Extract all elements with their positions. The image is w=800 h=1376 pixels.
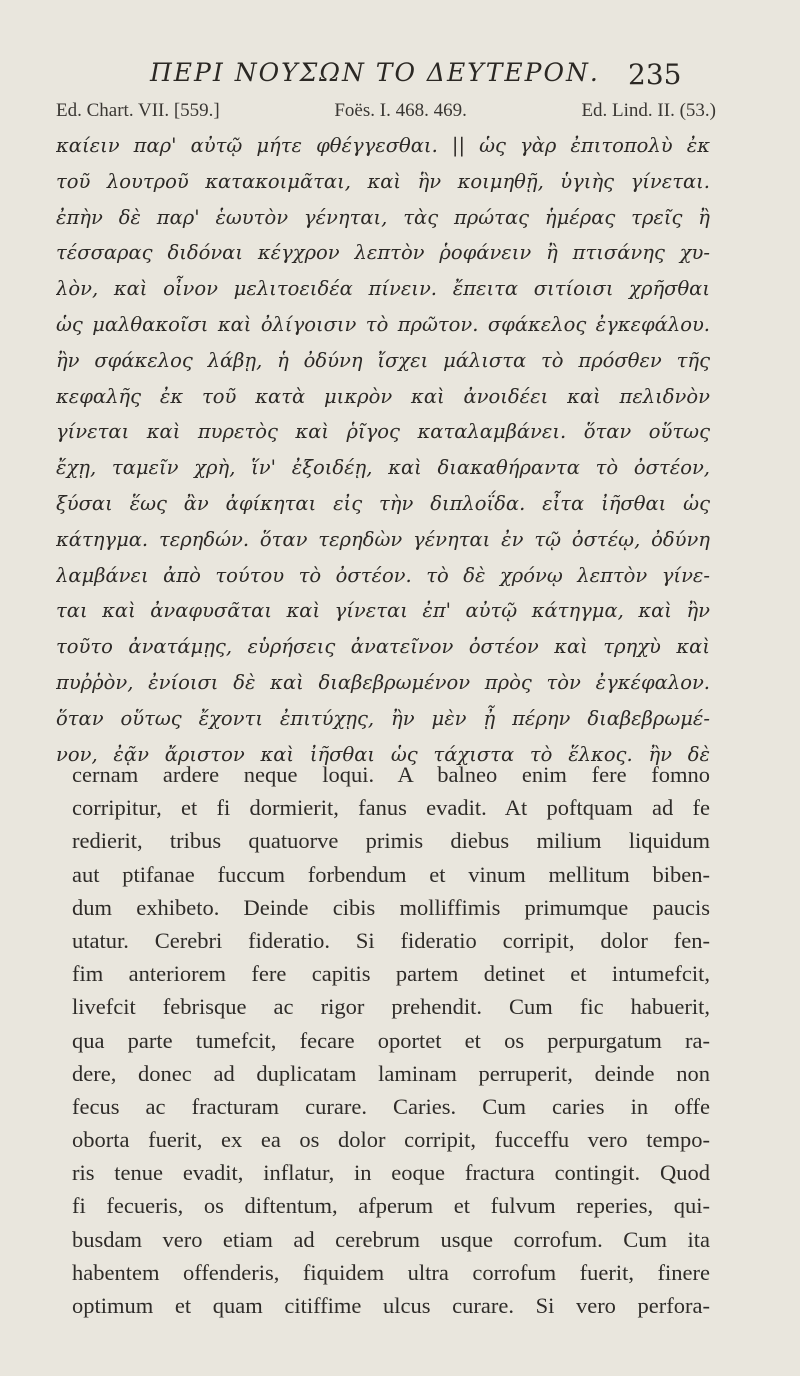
latin-line: fi fecueris, os diftentum, afperum et fulvum reperies, qui- bbox=[72, 1193, 710, 1219]
greek-text-block bbox=[56, 128, 710, 772]
edition-ref-foes: Foës. I. 468. 469. bbox=[334, 100, 467, 121]
latin-line: busdam vero etiam ad cerebrum usque corrofum. Cum ita bbox=[72, 1226, 710, 1252]
greek-line: κάτηγμα. τερηδών. ὅταν τερηδὼν γένηται ἐν τῷ ὀστέῳ, ὀδύνη bbox=[56, 527, 710, 551]
greek-line: τοῦ λουτροῦ κατακοιμᾶται, καὶ ἣν κοιμηθῇ, ὑγιὴς γίνεται. bbox=[56, 169, 710, 193]
greek-line: ἢν σφάκελος λάβῃ, ἡ ὀδύνη ἴσχει μάλιστα τὸ πρόσθεν τῆς bbox=[56, 348, 710, 372]
edition-references bbox=[56, 100, 716, 122]
page-header bbox=[0, 58, 800, 94]
edition-ref-lind: Ed. Lind. II. (53.) bbox=[581, 100, 716, 121]
greek-line: γίνεται καὶ πυρετὸς καὶ ῥῖγος καταλαμβάνει. ὅταν οὕτως bbox=[56, 420, 710, 444]
latin-line: qua parte tumefcit, fecare oportet et os perpurgatum ra- bbox=[72, 1027, 710, 1053]
latin-line: dere, donec ad duplicatam laminam perruperit, deinde non bbox=[72, 1060, 710, 1086]
running-title: ΠΕΡΙ ΝΟΥΣΩΝ ΤΟ ΔΕΥΤΕΡΟΝ. bbox=[150, 58, 600, 87]
greek-line: τοῦτο ἀνατάμῃς, εὑρήσεις ἀνατεῖνον ὀστέον καὶ τρηχὺ καὶ bbox=[56, 635, 710, 659]
latin-line: redierit, tribus quatuorve primis diebus milium liquidum bbox=[72, 828, 710, 854]
page-number: 235 bbox=[628, 58, 682, 91]
greek-line: λαμβάνει ἀπὸ τούτου τὸ ὀστέον. τὸ δὲ χρόνῳ λεπτὸν γίνε- bbox=[56, 563, 710, 587]
latin-line: oborta fuerit, ex ea os dolor corripit, fucceffu vero tempo- bbox=[72, 1127, 710, 1153]
greek-line: ται καὶ ἀναφυσᾶται καὶ γίνεται ἐπ' αὐτῷ κάτηγμα, καὶ ἢν bbox=[56, 599, 710, 623]
latin-line: cernam ardere neque loqui. A balneo enim fere fomno bbox=[72, 762, 710, 787]
latin-text-block bbox=[72, 758, 710, 1322]
greek-line: ὅταν οὕτως ἔχοντι ἐπιτύχῃς, ἢν μὲν ᾖ πέρην διαβεβρωμέ- bbox=[56, 706, 710, 730]
edition-ref-chart: Ed. Chart. VII. [559.] bbox=[56, 100, 220, 121]
latin-line: optimum et quam citiffime ulcus curare. Si vero perfora- bbox=[72, 1293, 710, 1318]
latin-line: dum exhibeto. Deinde cibis molliffimis primumque paucis bbox=[72, 894, 710, 920]
latin-line: utatur. Cerebri fideratio. Si fideratio corripit, dolor fen- bbox=[72, 927, 710, 953]
latin-line: fim anteriorem fere capitis partem detinet et intumefcit, bbox=[72, 961, 710, 987]
greek-line: κεφαλῆς ἐκ τοῦ κατὰ μικρὸν καὶ ἀνοιδέει καὶ πελιδνὸν bbox=[56, 384, 710, 408]
latin-line: livefcit febrisque ac rigor prehendit. Cum fic habuerit, bbox=[72, 994, 710, 1020]
greek-line: καίειν παρ' αὐτῷ μήτε φθέγγεσθαι. || ὡς γὰρ ἐπιτοπολὺ ἐκ bbox=[56, 134, 710, 157]
greek-line: λὸν, καὶ οἶνον μελιτοειδέα πίνειν. ἔπειτα σιτίοισι χρῆσθαι bbox=[56, 277, 710, 301]
greek-line: πυῤῥὸν, ἐνίοισι δὲ καὶ διαβεβρωμένον πρὸς τὸν ἐγκέφαλον. bbox=[56, 670, 710, 694]
latin-line: fecus ac fracturam curare. Caries. Cum caries in offe bbox=[72, 1093, 710, 1119]
latin-line: ris tenue evadit, inflatur, in eoque fractura contingit. Quod bbox=[72, 1160, 710, 1186]
latin-line: habentem offenderis, fiquidem ultra corrofum fuerit, finere bbox=[72, 1259, 710, 1285]
greek-line: ὡς μαλθακοῖσι καὶ ὀλίγοισιν τὸ πρῶτον. σφάκελος ἐγκεφάλου. bbox=[56, 312, 710, 336]
greek-line: ἔχῃ, ταμεῖν χρὴ, ἵν' ἐξοιδέῃ, καὶ διακαθήραντα τὸ ὀστέον, bbox=[56, 456, 710, 480]
greek-line: ξύσαι ἕως ἂν ἀφίκηται εἰς τὴν διπλοΐδα. εἶτα ἰῆσθαι ὡς bbox=[56, 491, 710, 515]
latin-line: corripitur, et fi dormierit, fanus evadit. At poftquam ad fe bbox=[72, 795, 710, 821]
latin-line: aut ptifanae fuccum forbendum et vinum mellitum biben- bbox=[72, 861, 710, 887]
greek-line: ἐπὴν δὲ παρ' ἑωυτὸν γένηται, τὰς πρώτας ἡμέρας τρεῖς ἢ bbox=[56, 205, 710, 229]
greek-line: νον, ἐᾷν ἄριστον καὶ ἰῆσθαι ὡς τάχιστα τὸ ἕλκος. ἢν δὲ bbox=[56, 742, 710, 766]
greek-line: τέσσαρας διδόναι κέγχρον λεπτὸν ῥοφάνειν ἢ πτισάνης χυ- bbox=[56, 241, 710, 265]
